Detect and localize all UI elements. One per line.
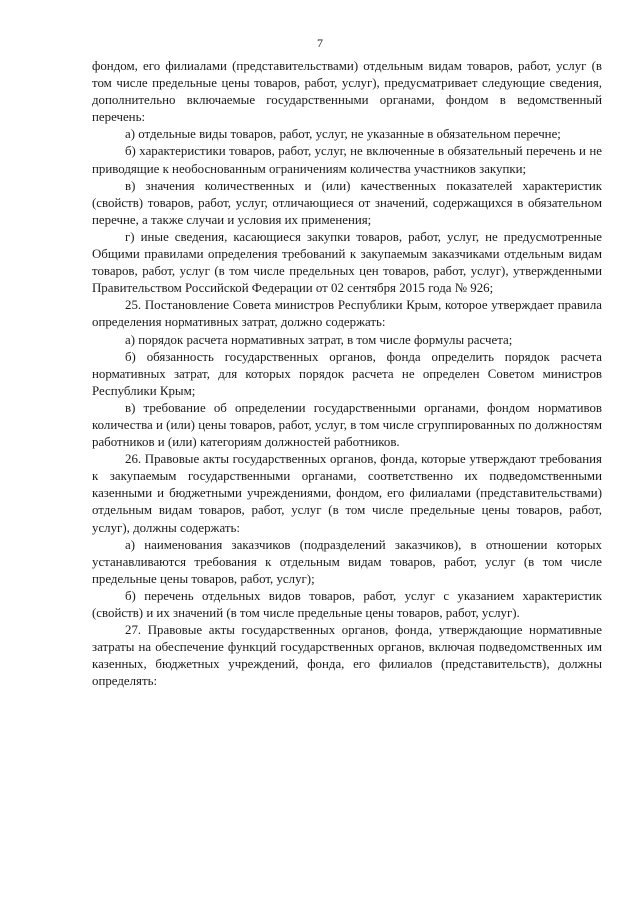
- clause-25-item-b: б) обязанность государственных органов, фонда определить порядок расчета нормативных затрат, для которых порядок расчета не определен Советом министров Республики Крым;: [92, 349, 602, 398]
- clause-26-item-b: б) перечень отдельных видов товаров, работ, услуг с указанием характеристик (свойств) и их значений (в том числе предельные цены товаров, работ, услуг).: [92, 588, 602, 620]
- clause-25-item-a: а) порядок расчета нормативных затрат, в том числе формулы расчета;: [125, 332, 513, 347]
- list-item-c: в) значения количественных и (или) качественных показателей характеристик (свойств) товаров, работ, услуг, отличающиеся от значений, содержащихся в обязательном перечне, а также случаи и условия их применения;: [92, 178, 602, 227]
- clause-26-item-a: а) наименования заказчиков (подразделений заказчиков), в отношении которых устанавливаются требования к отдельным видам товаров, работ, услуг (в том числе предельные цены товаров, работ, услуг);: [92, 537, 602, 586]
- clause-27: 27. Правовые акты государственных органов, фонда, утверждающие нормативные затраты на обеспечение функций государственных органов, включая подведомственных им казенных, бюджетных учреждений, фонда, его филиалов (представительств), должны определять:: [92, 623, 602, 689]
- clause-25: 25. Постановление Совета министров Республики Крым, которое утверждает правила определения нормативных затрат, должно содержать:: [92, 298, 602, 330]
- paragraph-continuation: фондом, его филиалами (представительствами) отдельным видам товаров, работ, услуг (в том числе предельные цены товаров, работ, услуг), предусматривает следующие сведения, дополнительно включаемые государственными органами, фондом в ведомственный перечень:: [92, 59, 602, 125]
- document-body: [92, 58, 602, 690]
- clause-26: 26. Правовые акты государственных органов, фонда, которые утверждают требования к закупаемым государственными органами, соответственно их подведомственными казенными и бюджетными учреждениями, фондом, его филиалами (представительствами) отдельным видам товаров, работ, услуг (в том числе предельные цены товаров, работ, услуг), должны содержать:: [92, 452, 602, 535]
- page-number: 7: [317, 36, 323, 50]
- list-item-a: а) отдельные виды товаров, работ, услуг, не указанные в обязательном перечне;: [125, 127, 561, 142]
- clause-25-item-c: в) требование об определении государственными органами, фондом нормативов количества и (или) цены товаров, работ, услуг, в том числе сгруппированных по должностям работников и (или) категориям должностей работников.: [92, 400, 602, 450]
- list-item-b: б) характеристики товаров, работ, услуг, не включенные в обязательный перечень и не приводящие к необоснованным ограничениям количества участников закупки;: [92, 144, 602, 176]
- list-item-d: г) иные сведения, касающиеся закупки товаров, работ, услуг, не предусмотренные Общими правилами определения требований к закупаемым заказчиками отдельным видам товаров, работ, услуг (в том числе предельных цен товаров, работ, услуг), утвержденными Правительством Российской Федерации от 02 сентября 2015 года № 926;: [92, 229, 602, 296]
